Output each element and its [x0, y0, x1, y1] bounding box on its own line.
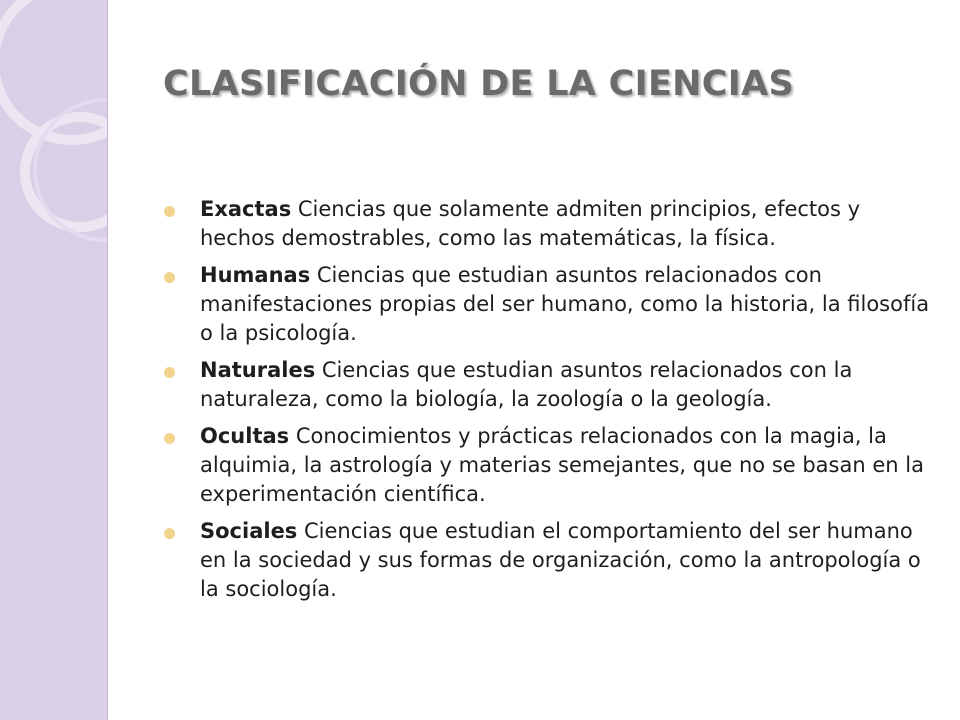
decorative-circles	[0, 0, 107, 720]
bullet-list	[162, 195, 932, 612]
list-item	[162, 422, 932, 509]
list-item	[162, 261, 932, 348]
list-item	[162, 195, 932, 253]
item-description: Ciencias que estudian el comportamiento del ser humano en la sociedad y sus formas de organización, como la antropología o la sociología.	[200, 519, 921, 601]
list-item	[162, 517, 932, 604]
item-term: Exactas	[200, 197, 292, 221]
bullet-dot-icon	[164, 206, 175, 217]
item-description: Ciencias que solamente admiten principios, efectos y hechos demostrables, como las matemáticas, la física.	[200, 197, 861, 250]
item-term: Humanas	[200, 263, 311, 287]
slide-title: CLASIFICACIÓN DE LA CIENCIAS	[163, 64, 794, 104]
bullet-dot-icon	[164, 272, 175, 283]
item-term: Ocultas	[200, 424, 290, 448]
decorative-sidebar	[0, 0, 108, 720]
item-term: Sociales	[200, 519, 298, 543]
item-description: Ciencias que estudian asuntos relacionados con manifestaciones propias del ser humano, como la historia, la filosofía o la psicología.	[200, 263, 930, 345]
item-description: Conocimientos y prácticas relacionados con la magia, la alquimia, la astrología y materias semejantes, que no se basan en la experimentación científica.	[200, 424, 924, 506]
bullet-dot-icon	[164, 528, 175, 539]
list-item	[162, 356, 932, 414]
item-term: Naturales	[200, 358, 316, 382]
bullet-dot-icon	[164, 367, 175, 378]
bullet-dot-icon	[164, 433, 175, 444]
item-description: Ciencias que estudian asuntos relacionados con la naturaleza, como la biología, la zoología o la geología.	[200, 358, 853, 411]
